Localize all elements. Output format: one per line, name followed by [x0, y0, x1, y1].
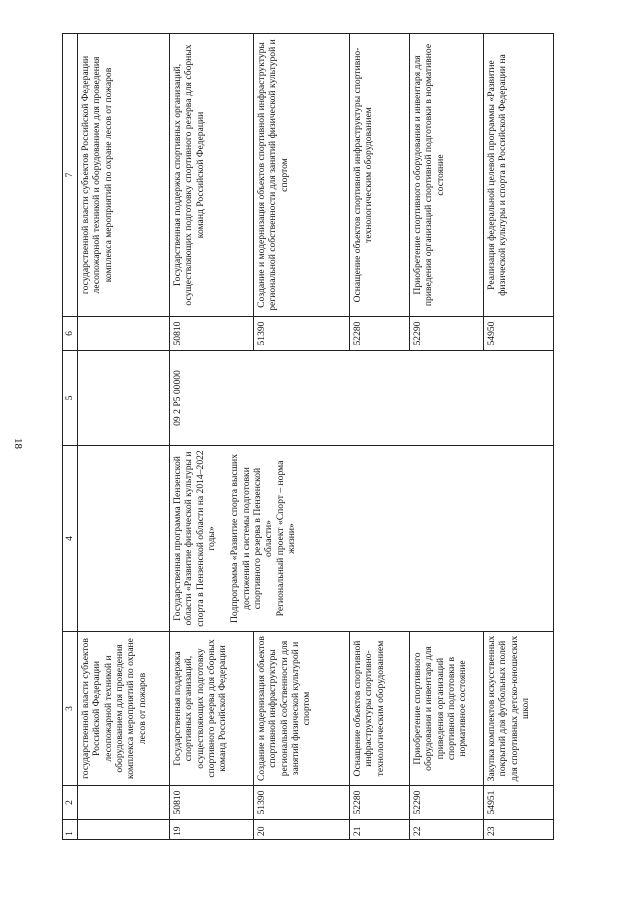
cell-name: Приобретение спортивного оборудования и инвентаря для приведения организаций спортивной подготовки в нормативное состояние — [410, 632, 484, 786]
cell-name7: Приобретение спортивного оборудования и инвентаря для приведения организаций спортивной подготовки в нормативное состояние — [410, 34, 484, 317]
cell-code: 50810 — [170, 786, 254, 820]
header-col-4: 4 — [63, 446, 78, 632]
cell-name: Государственная поддержка спортивных организаций, осуществляющих подготовку спортивного резерва для сборных команд Российской Федерации — [170, 632, 254, 786]
cell-code6: 51390 — [254, 317, 350, 351]
header-col-7: 7 — [63, 34, 78, 317]
cell-code6 — [78, 317, 170, 351]
cell-num: 20 — [254, 820, 350, 840]
cell-name: Закупка комплектов искусственных покрытий для футбольных полей для спортивных детско-юношеских школ — [484, 632, 554, 786]
cell-num: 22 — [410, 820, 484, 840]
cell-code6: 52290 — [410, 317, 484, 351]
cell-num: 19 — [170, 820, 254, 840]
cell-name: государственной власти субъектов Российской Федерации лесопожарной техникой и оборудованием для проведения комплекса мероприятий по охране лесов от пожаров — [78, 632, 170, 786]
page-number: 18 — [12, 438, 24, 449]
state-program-text: Государственная программа Пензенской области «Развитие физической культуры и спорта в Пензенской области на 2014–2022 годы» — [172, 450, 217, 627]
header-col-2: 2 — [63, 786, 78, 820]
cell-name7: Государственная поддержка спортивных организаций, осуществляющих подготовку спортивного резерва для сборных команд Российской Федерации — [170, 34, 254, 317]
header-col-1: 1 — [63, 820, 78, 840]
cell-num — [78, 820, 170, 840]
cell-program — [78, 446, 170, 632]
cell-name: Оснащение объектов спортивной инфраструктуры спортивно-технологическим оборудованием — [350, 632, 410, 786]
header-col-5: 5 — [63, 351, 78, 446]
cell-name7: Реализация федеральной целевой программы «Развитие физической культуры и спорта в Российской Федерации на — [484, 34, 554, 317]
cell-code6: 54950 — [484, 317, 554, 351]
cell-program — [170, 446, 554, 632]
cell-program-code: 09 2 P5 00000 — [170, 351, 554, 446]
cell-num: 21 — [350, 820, 410, 840]
cell-code6: 50810 — [170, 317, 254, 351]
cell-code6: 52280 — [350, 317, 410, 351]
cell-num: 23 — [484, 820, 554, 840]
cell-name7: Создание и модернизация объектов спортивной инфраструктуры региональной собственности для занятий физической культурой и спортом — [254, 34, 350, 317]
header-col-6: 6 — [63, 317, 78, 351]
subprogram-text: Подпрограмма «Развитие спорта высших достижений и системы подготовки спортивного резерва в Пензенской области» — [229, 454, 275, 623]
table-row — [170, 34, 254, 840]
cell-name7: Оснащение объектов спортивной инфраструктуры спортивно-технологическим оборудованием — [350, 34, 410, 317]
cell-code: 54951 — [484, 786, 554, 820]
cell-code: 52290 — [410, 786, 484, 820]
cell-code — [78, 786, 170, 820]
header-row — [63, 34, 78, 840]
regional-project-text: Региональный проект «Спорт – норма жизни» — [274, 460, 297, 617]
header-col-3: 3 — [63, 632, 78, 786]
cell-program-code — [78, 351, 170, 446]
cell-code: 52280 — [350, 786, 410, 820]
cell-name7: государственной власти субъектов Российской Федерации лесопожарной техникой и оборудованием для проведения комплекса мероприятий по охране лесов от пожаров — [78, 34, 170, 317]
cell-name: Создание и модернизация объектов спортивной инфраструктуры региональной собственности для занятий физической культурой и спортом — [254, 632, 350, 786]
rotated-table-container — [62, 34, 584, 840]
cell-code: 51390 — [254, 786, 350, 820]
table-row-continued — [78, 34, 170, 840]
budget-classification-table — [62, 33, 554, 840]
